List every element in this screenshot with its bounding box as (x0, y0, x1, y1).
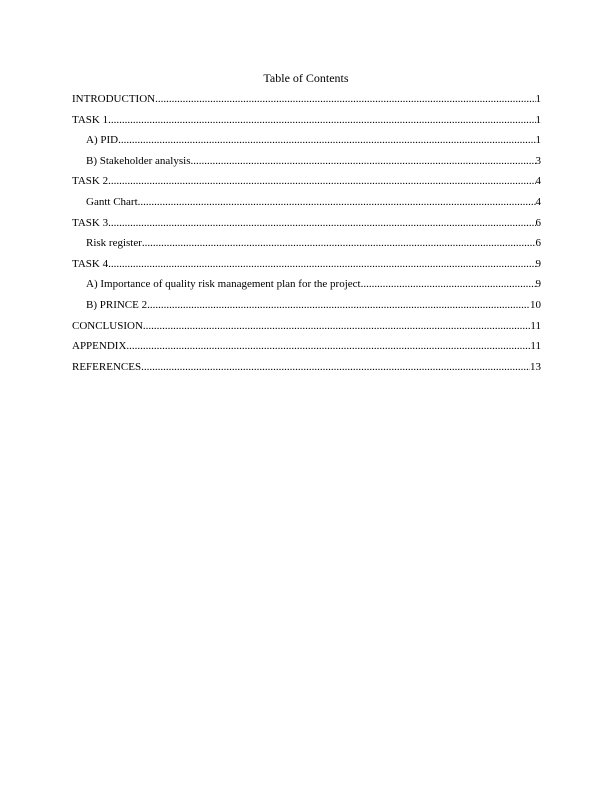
toc-title: Table of Contents (263, 71, 349, 85)
toc-list (72, 92, 541, 380)
toc-entry-label: A) Importance of quality risk management plan for the project (86, 278, 361, 291)
toc-dot-leader (141, 360, 530, 374)
toc-entry-page: 11 (530, 340, 541, 353)
toc-entry-page: 9 (535, 278, 541, 291)
toc-entry-page: 11 (530, 319, 541, 332)
toc-dot-leader (143, 319, 531, 333)
toc-entry-label: TASK 4 (72, 257, 109, 270)
toc-entry-label: A) PID (86, 134, 119, 147)
toc-entry-page: 6 (535, 237, 541, 250)
toc-entry-task-4[interactable] (72, 257, 541, 278)
toc-entry-label: Risk register (86, 237, 142, 250)
toc-entry-label: B) PRINCE 2 (86, 298, 148, 311)
toc-entry-label: APPENDIX (72, 340, 127, 353)
toc-entry-task-3[interactable] (72, 216, 541, 237)
toc-entry-page: 4 (535, 175, 541, 188)
toc-entry-label: B) Stakeholder analysis (86, 154, 191, 167)
toc-entry-task-2[interactable] (72, 174, 541, 195)
toc-entry-page: 9 (535, 257, 541, 270)
toc-dot-leader (190, 154, 535, 168)
toc-dot-leader (108, 174, 535, 188)
toc-entry-introduction[interactable] (72, 92, 541, 113)
toc-dot-leader (138, 195, 536, 209)
toc-entry-label: CONCLUSION (72, 319, 143, 332)
toc-dot-leader (155, 92, 535, 106)
toc-entry-pid[interactable] (72, 133, 541, 154)
toc-entry-page: 6 (535, 216, 541, 229)
toc-entry-page: 1 (535, 93, 541, 105)
toc-dot-leader (118, 133, 535, 147)
toc-entry-label: TASK 3 (72, 216, 109, 229)
toc-entry-appendix[interactable] (72, 339, 541, 360)
toc-dot-leader (108, 257, 535, 271)
toc-entry-conclusion[interactable] (72, 319, 541, 340)
toc-entry-label: TASK 1 (72, 113, 109, 126)
toc-entry-page: 3 (535, 154, 541, 167)
toc-dot-leader (142, 236, 536, 250)
toc-entry-references[interactable] (72, 360, 541, 381)
toc-entry-stakeholder-analysis[interactable] (72, 154, 541, 175)
toc-entry-page: 1 (535, 113, 541, 126)
toc-entry-label: INTRODUCTION (72, 93, 156, 105)
toc-entry-page: 4 (535, 195, 541, 208)
toc-dot-leader (108, 216, 535, 230)
toc-dot-leader (361, 277, 536, 291)
toc-entry-quality-risk-management[interactable] (72, 277, 541, 298)
toc-entry-label: TASK 2 (72, 175, 109, 188)
toc-entry-task-1[interactable] (72, 113, 541, 134)
toc-dot-leader (126, 339, 530, 353)
toc-entry-gantt-chart[interactable] (72, 195, 541, 216)
toc-entry-label: Gantt Chart (86, 195, 138, 208)
toc-entry-label: REFERENCES (72, 360, 142, 373)
toc-entry-prince-2[interactable] (72, 298, 541, 319)
toc-entry-page: 1 (535, 134, 541, 147)
toc-dot-leader (147, 298, 530, 312)
toc-entry-page: 13 (530, 360, 541, 373)
toc-entry-page: 10 (530, 298, 541, 311)
toc-entry-risk-register[interactable] (72, 236, 541, 257)
toc-dot-leader (108, 113, 535, 127)
